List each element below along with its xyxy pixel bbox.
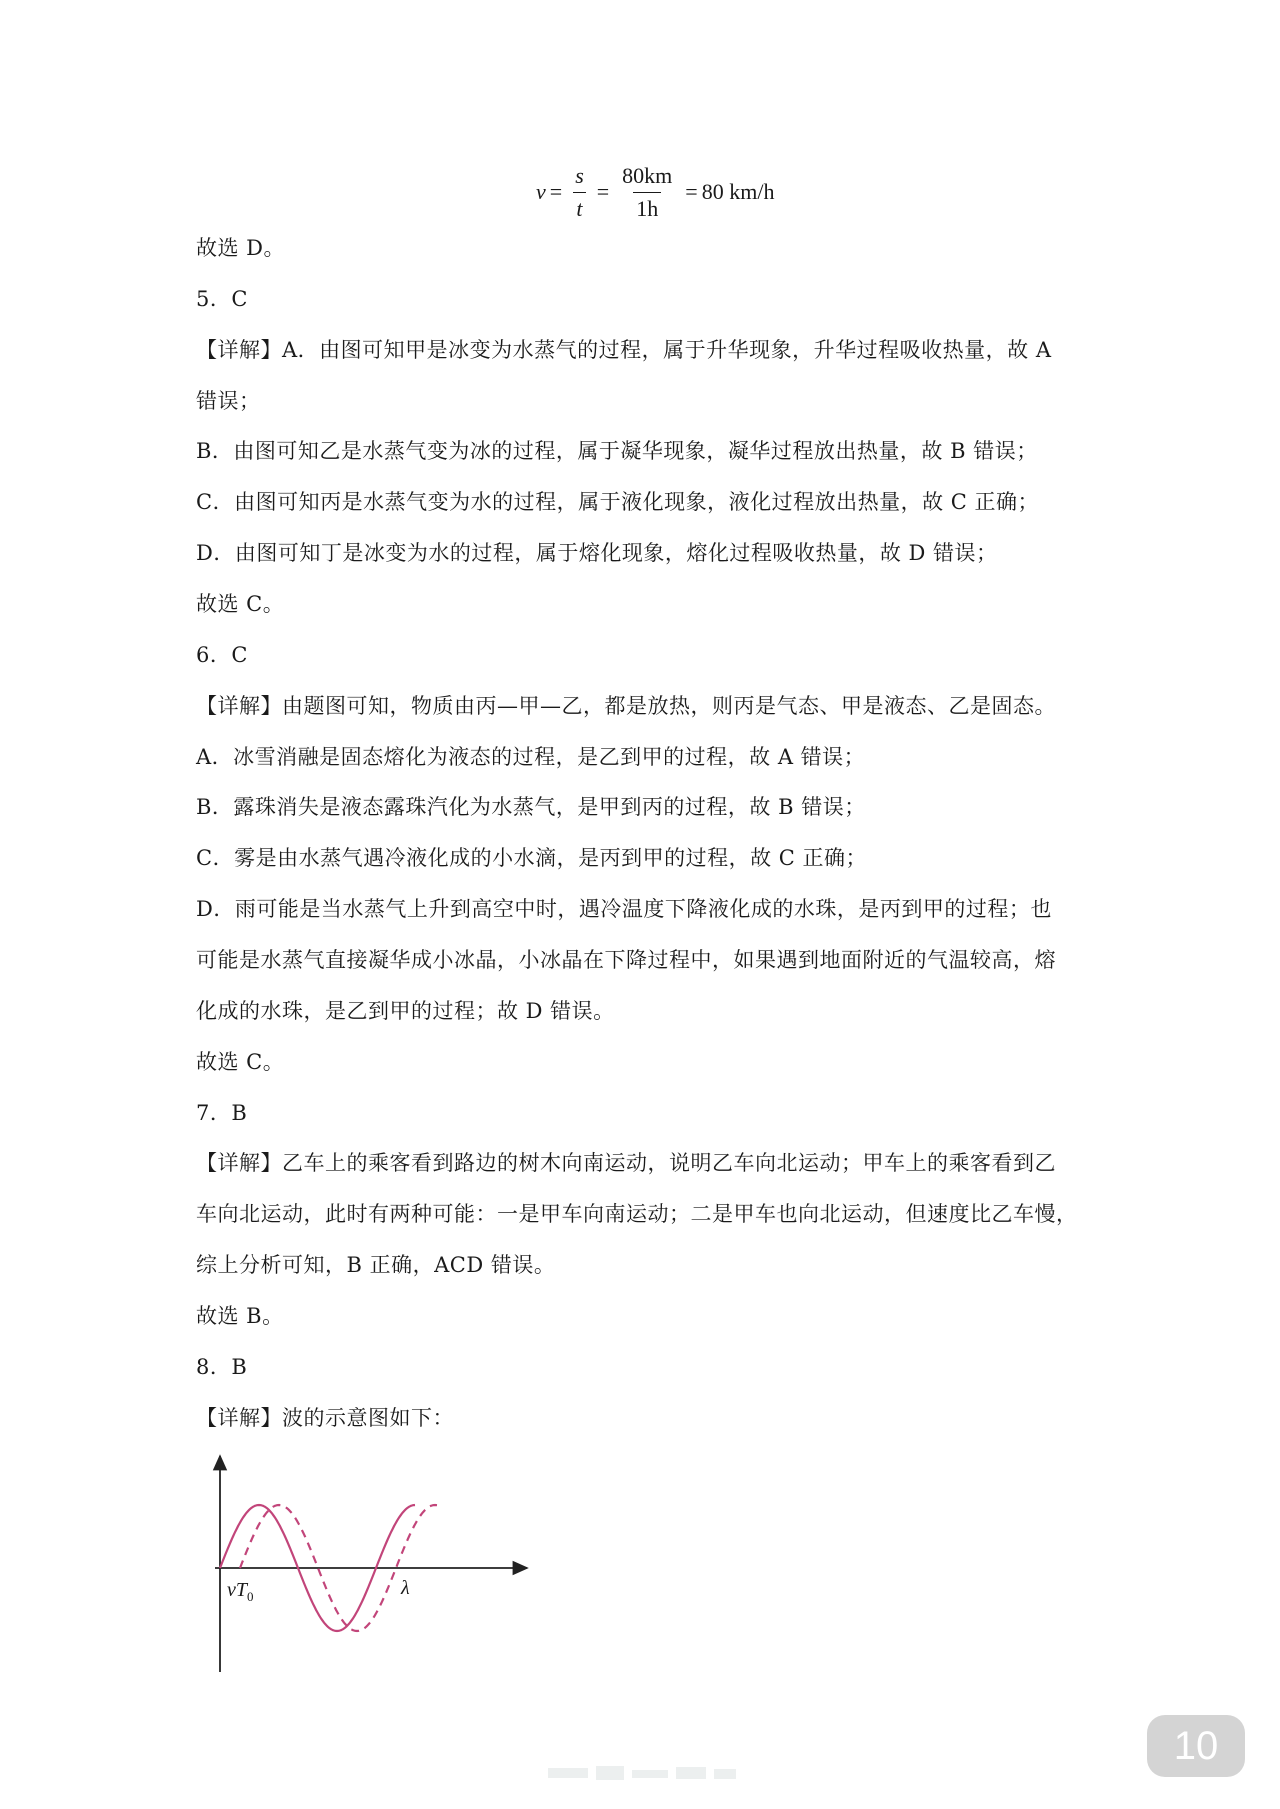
text-line: 【详解】A．由图可知甲是冰变为水蒸气的过程，属于升华现象，升华过程吸收热量，故 A bbox=[196, 338, 1052, 362]
text-line: B．露珠消失是液态露珠汽化为水蒸气，是甲到丙的过程，故 B 错误； bbox=[196, 795, 866, 819]
formula-fraction-values bbox=[619, 162, 675, 221]
text-line: C．雾是由水蒸气遇冷液化成的小水滴，是丙到甲的过程，故 C 正确； bbox=[196, 846, 867, 870]
formula-eq-1: = bbox=[549, 179, 563, 204]
formula-t: t bbox=[573, 192, 585, 220]
formula-eq-3: = bbox=[685, 179, 698, 204]
text-line: D．由图可知丁是冰变为水的过程，属于熔化现象，熔化过程吸收热量，故 D 错误； bbox=[196, 541, 998, 565]
page-number-badge: 10 bbox=[1147, 1715, 1245, 1777]
label-lambda: λ bbox=[401, 1577, 410, 1599]
text-line: 可能是水蒸气直接凝华成小冰晶，小冰晶在下降过程中，如果遇到地面附近的气温较高，熔 bbox=[196, 948, 1056, 972]
formula-fraction-st bbox=[572, 162, 587, 221]
question-number: 8．B bbox=[196, 1355, 248, 1379]
question-number: 7．B bbox=[196, 1101, 248, 1125]
question-number: 6．C bbox=[196, 643, 248, 667]
formula-eq-2: = bbox=[596, 179, 610, 204]
text-line: 故选 C。 bbox=[196, 1050, 285, 1074]
formula-numerator: 80km bbox=[622, 162, 673, 188]
text-line: D．雨可能是当水蒸气上升到高空中时，遇冷温度下降液化成的水珠，是丙到甲的过程；也 bbox=[196, 897, 1052, 921]
label-vt0: $vT_0$ bbox=[227, 1579, 254, 1604]
text-line: 故选 B。 bbox=[196, 1304, 284, 1328]
text-line: 故选 C。 bbox=[196, 592, 285, 616]
formula-v: v bbox=[536, 179, 546, 204]
text-line: C．由图可知丙是水蒸气变为水的过程，属于液化现象，液化过程放出热量，故 C 正确； bbox=[196, 490, 1039, 514]
formula-result: 80 km/h bbox=[701, 179, 775, 204]
text-line: 化成的水珠，是乙到甲的过程；故 D 错误。 bbox=[196, 999, 615, 1023]
formula-s: s bbox=[575, 162, 584, 188]
velocity-formula bbox=[536, 158, 774, 226]
text-line: 【详解】乙车上的乘客看到路边的树木向南运动，说明乙车向北运动；甲车上的乘客看到乙 bbox=[196, 1151, 1056, 1175]
text-line: 车向北运动，此时有两种可能：一是甲车向南运动；二是甲车也向北运动，但速度比乙车慢， bbox=[196, 1202, 1078, 1226]
formula-denominator: 1h bbox=[633, 192, 661, 220]
text-line: 故选 D。 bbox=[196, 236, 286, 260]
text-line: 【详解】由题图可知，物质由丙—甲—乙，都是放热，则丙是气态、甲是液态、乙是固态。 bbox=[196, 694, 1056, 718]
text-line: 【详解】波的示意图如下： bbox=[196, 1406, 454, 1430]
wave-diagram bbox=[205, 1452, 545, 1677]
text-line: A．冰雪消融是固态熔化为液态的过程，是乙到甲的过程，故 A 错误； bbox=[196, 745, 866, 769]
text-line: 综上分析可知，B 正确，ACD 错误。 bbox=[196, 1253, 556, 1277]
watermark bbox=[548, 1762, 738, 1786]
text-line: B．由图可知乙是水蒸气变为冰的过程，属于凝华现象，凝华过程放出热量，故 B 错误； bbox=[196, 439, 1038, 463]
question-number: 5．C bbox=[196, 287, 248, 311]
text-line: 错误； bbox=[196, 389, 261, 413]
